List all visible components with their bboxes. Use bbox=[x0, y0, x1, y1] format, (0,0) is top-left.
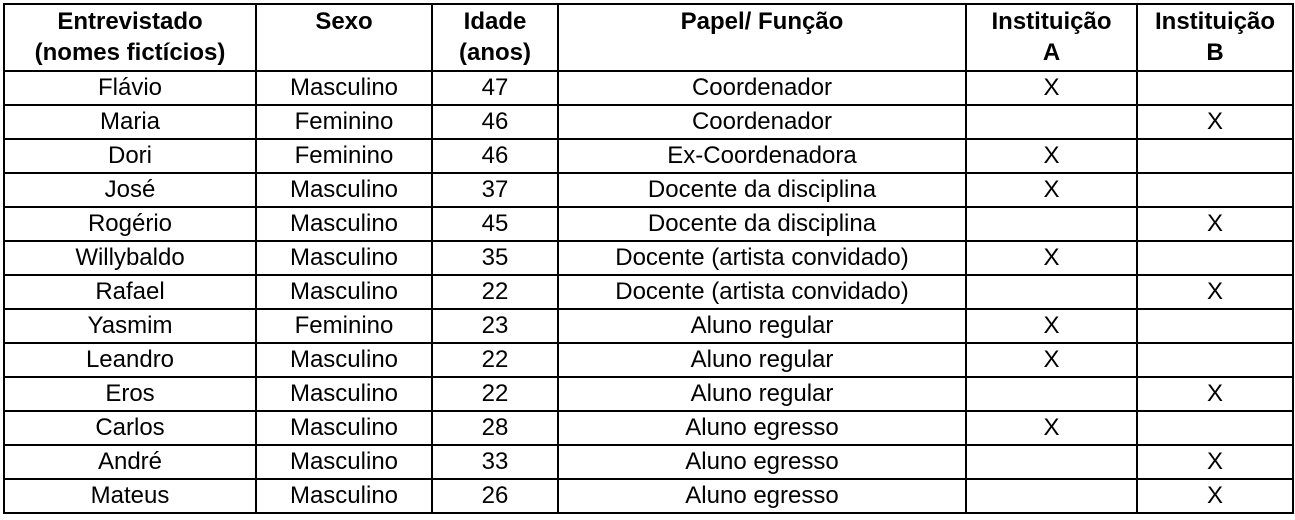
role-cell: Aluno egresso bbox=[558, 411, 966, 445]
role-cell: Aluno egresso bbox=[558, 479, 966, 513]
sex-cell: Masculino bbox=[256, 71, 432, 105]
table-row bbox=[4, 377, 1293, 411]
header-institution-a: Instituição A bbox=[966, 4, 1137, 71]
table-body bbox=[4, 71, 1293, 513]
sex-cell: Masculino bbox=[256, 207, 432, 241]
sex-cell: Feminino bbox=[256, 139, 432, 173]
table-row bbox=[4, 241, 1293, 275]
institution-b-cell bbox=[1137, 241, 1293, 275]
table-row bbox=[4, 309, 1293, 343]
name-cell: Eros bbox=[4, 377, 256, 411]
role-cell: Aluno regular bbox=[558, 377, 966, 411]
institution-a-cell bbox=[966, 377, 1137, 411]
institution-a-cell bbox=[966, 479, 1137, 513]
institution-a-cell: X bbox=[966, 343, 1137, 377]
role-cell: Docente (artista convidado) bbox=[558, 241, 966, 275]
institution-a-cell bbox=[966, 207, 1137, 241]
sex-cell: Masculino bbox=[256, 411, 432, 445]
name-cell: Maria bbox=[4, 105, 256, 139]
age-cell: 47 bbox=[432, 71, 558, 105]
role-cell: Docente da disciplina bbox=[558, 207, 966, 241]
institution-b-cell bbox=[1137, 173, 1293, 207]
header-institution-b: Instituição B bbox=[1137, 4, 1293, 71]
age-cell: 46 bbox=[432, 139, 558, 173]
institution-a-cell: X bbox=[966, 173, 1137, 207]
age-cell: 22 bbox=[432, 377, 558, 411]
sex-cell: Masculino bbox=[256, 479, 432, 513]
header-sex: Sexo bbox=[256, 4, 432, 71]
name-cell: Leandro bbox=[4, 343, 256, 377]
table-row bbox=[4, 71, 1293, 105]
role-cell: Coordenador bbox=[558, 71, 966, 105]
table-row bbox=[4, 173, 1293, 207]
role-cell: Aluno regular bbox=[558, 343, 966, 377]
age-cell: 23 bbox=[432, 309, 558, 343]
age-cell: 45 bbox=[432, 207, 558, 241]
institution-b-cell bbox=[1137, 139, 1293, 173]
table-row bbox=[4, 343, 1293, 377]
name-cell: Willybaldo bbox=[4, 241, 256, 275]
institution-a-cell: X bbox=[966, 139, 1137, 173]
role-cell: Coordenador bbox=[558, 105, 966, 139]
institution-b-cell: X bbox=[1137, 377, 1293, 411]
sex-cell: Feminino bbox=[256, 309, 432, 343]
header-interviewee: Entrevistado (nomes fictícios) bbox=[4, 4, 256, 71]
role-cell: Docente da disciplina bbox=[558, 173, 966, 207]
age-cell: 22 bbox=[432, 343, 558, 377]
interviewees-table bbox=[3, 3, 1294, 514]
name-cell: Flávio bbox=[4, 71, 256, 105]
institution-b-cell bbox=[1137, 343, 1293, 377]
age-cell: 33 bbox=[432, 445, 558, 479]
name-cell: Rafael bbox=[4, 275, 256, 309]
name-cell: Dori bbox=[4, 139, 256, 173]
age-cell: 22 bbox=[432, 275, 558, 309]
table-row bbox=[4, 207, 1293, 241]
table-row bbox=[4, 445, 1293, 479]
name-cell: José bbox=[4, 173, 256, 207]
table-row bbox=[4, 139, 1293, 173]
sex-cell: Masculino bbox=[256, 377, 432, 411]
header-role: Papel/ Função bbox=[558, 4, 966, 71]
sex-cell: Masculino bbox=[256, 241, 432, 275]
header-age: Idade (anos) bbox=[432, 4, 558, 71]
name-cell: Rogério bbox=[4, 207, 256, 241]
role-cell: Docente (artista convidado) bbox=[558, 275, 966, 309]
institution-b-cell: X bbox=[1137, 445, 1293, 479]
age-cell: 35 bbox=[432, 241, 558, 275]
name-cell: Mateus bbox=[4, 479, 256, 513]
institution-a-cell: X bbox=[966, 71, 1137, 105]
institution-a-cell: X bbox=[966, 309, 1137, 343]
sex-cell: Masculino bbox=[256, 445, 432, 479]
age-cell: 28 bbox=[432, 411, 558, 445]
institution-b-cell: X bbox=[1137, 479, 1293, 513]
name-cell: Yasmim bbox=[4, 309, 256, 343]
header-row bbox=[4, 4, 1293, 71]
age-cell: 26 bbox=[432, 479, 558, 513]
institution-b-cell: X bbox=[1137, 105, 1293, 139]
sex-cell: Masculino bbox=[256, 173, 432, 207]
name-cell: Carlos bbox=[4, 411, 256, 445]
role-cell: Ex-Coordenadora bbox=[558, 139, 966, 173]
institution-b-cell bbox=[1137, 71, 1293, 105]
table-row bbox=[4, 479, 1293, 513]
institution-b-cell: X bbox=[1137, 275, 1293, 309]
institution-a-cell bbox=[966, 275, 1137, 309]
institution-a-cell: X bbox=[966, 411, 1137, 445]
institution-a-cell bbox=[966, 105, 1137, 139]
table-row bbox=[4, 411, 1293, 445]
institution-a-cell bbox=[966, 445, 1137, 479]
name-cell: André bbox=[4, 445, 256, 479]
table-row bbox=[4, 105, 1293, 139]
sex-cell: Masculino bbox=[256, 343, 432, 377]
institution-a-cell: X bbox=[966, 241, 1137, 275]
table-row bbox=[4, 275, 1293, 309]
age-cell: 46 bbox=[432, 105, 558, 139]
role-cell: Aluno egresso bbox=[558, 445, 966, 479]
institution-b-cell bbox=[1137, 309, 1293, 343]
institution-b-cell bbox=[1137, 411, 1293, 445]
sex-cell: Masculino bbox=[256, 275, 432, 309]
age-cell: 37 bbox=[432, 173, 558, 207]
role-cell: Aluno regular bbox=[558, 309, 966, 343]
sex-cell: Feminino bbox=[256, 105, 432, 139]
institution-b-cell: X bbox=[1137, 207, 1293, 241]
